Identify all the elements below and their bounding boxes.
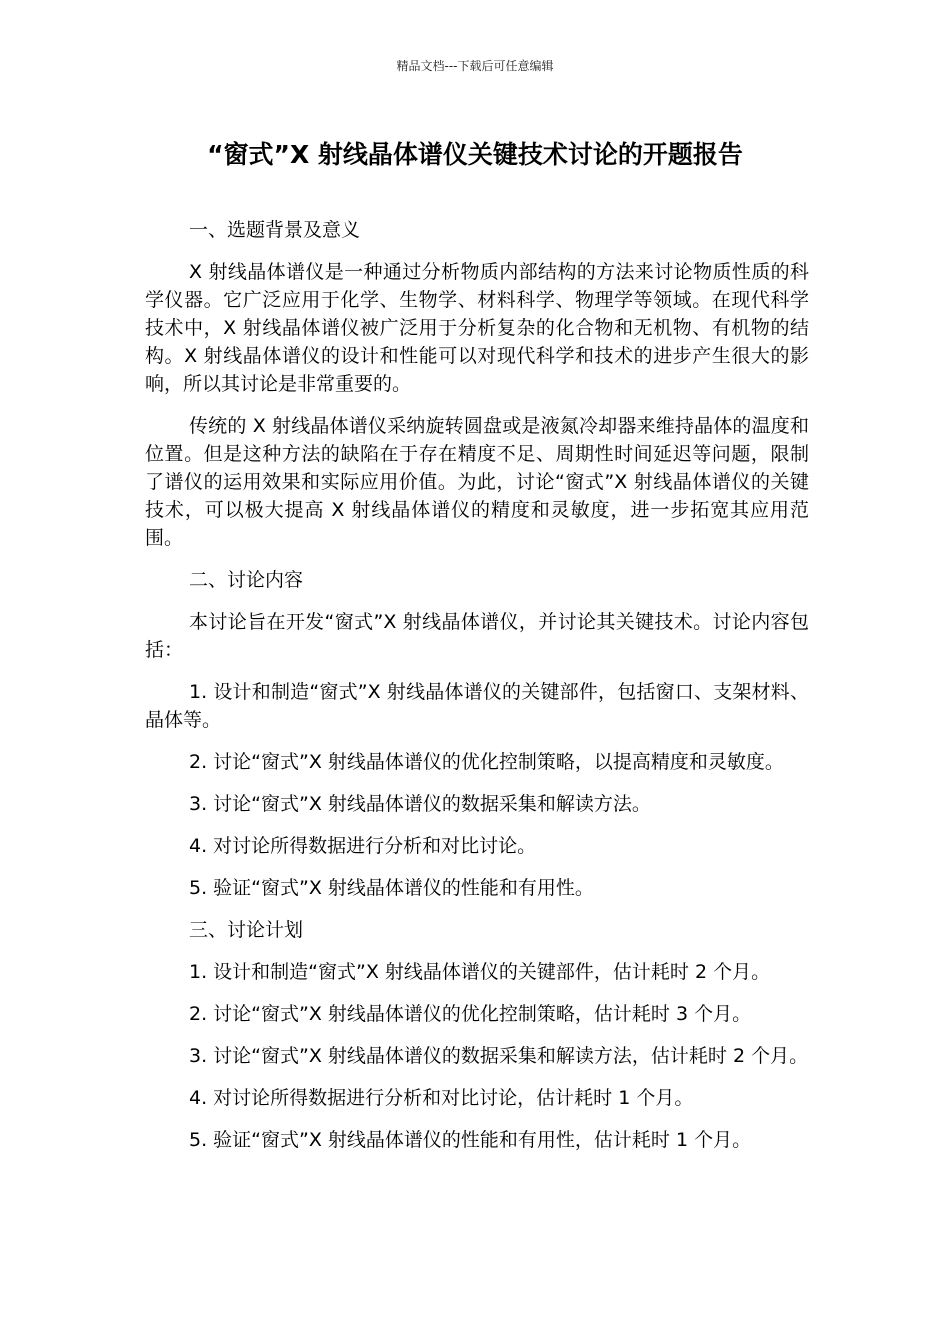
list-item-plan-2: 2. 讨论“窗式”X 射线晶体谱仪的优化控制策略，估计耗时 3 个月。: [189, 1003, 752, 1025]
paragraph-content-intro: 本讨论旨在开发“窗式”X 射线晶体谱仪，并讨论其关键技术。讨论内容包括：: [145, 611, 809, 661]
list-item-plan-5: 5. 验证“窗式”X 射线晶体谱仪的性能和有用性，估计耗时 1 个月。: [189, 1129, 752, 1151]
document-body: [145, 216, 809, 1168]
section-heading-background: 一、选题背景及意义: [189, 219, 361, 241]
list-item-content-3: 3. 讨论“窗式”X 射线晶体谱仪的数据采集和解读方法。: [189, 793, 651, 815]
section-heading-plan: 三、讨论计划: [189, 919, 304, 941]
list-item-content-4: 4. 对讨论所得数据进行分析和对比讨论。: [189, 835, 537, 857]
paragraph-background-1: X 射线晶体谱仪是一种通过分析物质内部结构的方法来讨论物质性质的科学仪器。它广泛应用于化学、生物学、材料科学、物理学等领域。在现代科学技术中，X 射线晶体谱仪被广泛用于分析复杂的化合物和无机物、有机物的结构。X 射线晶体谱仪的设计和性能可以对现代科学和技术的进步产生很大的影响，所以其讨论是非常重要的。: [145, 261, 809, 395]
section-heading-content: 二、讨论内容: [189, 569, 304, 591]
list-item-content-1: 1. 设计和制造“窗式”X 射线晶体谱仪的关键部件，包括窗口、支架材料、晶体等。: [145, 681, 809, 731]
page-header-watermark: 精品文档---下载后可任意编辑: [396, 59, 554, 73]
list-item-plan-4: 4. 对讨论所得数据进行分析和对比讨论，估计耗时 1 个月。: [189, 1087, 694, 1109]
list-item-content-5: 5. 验证“窗式”X 射线晶体谱仪的性能和有用性。: [189, 877, 594, 899]
list-item-plan-3: 3. 讨论“窗式”X 射线晶体谱仪的数据采集和解读方法，估计耗时 2 个月。: [189, 1045, 809, 1067]
paragraph-background-2: 传统的 X 射线晶体谱仪采纳旋转圆盘或是液氮冷却器来维持晶体的温度和位置。但是这种方法的缺陷在于存在精度不足、周期性时间延迟等问题，限制了谱仪的运用效果和实际应用价值。为此，讨论“窗式”X 射线晶体谱仪的关键技术，可以极大提高 X 射线晶体谱仪的精度和灵敏度，进一步拓宽其应用范围。: [145, 415, 809, 549]
list-item-content-2: 2. 讨论“窗式”X 射线晶体谱仪的优化控制策略，以提高精度和灵敏度。: [189, 751, 784, 773]
list-item-plan-1: 1. 设计和制造“窗式”X 射线晶体谱仪的关键部件，估计耗时 2 个月。: [189, 961, 771, 983]
document-title: “窗式”X 射线晶体谱仪关键技术讨论的开题报告: [207, 140, 743, 169]
